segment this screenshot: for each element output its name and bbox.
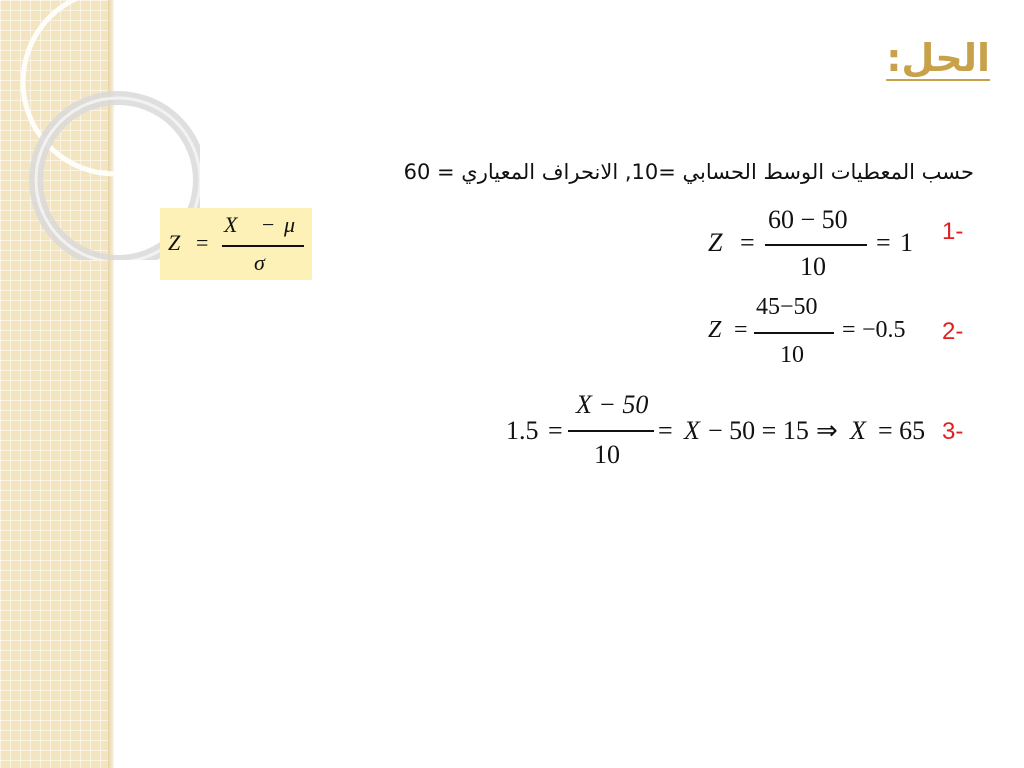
item-3-lhs: 1.5 <box>506 416 539 445</box>
item-2-denominator: 10 <box>780 342 804 368</box>
item-2-fraction-bar <box>754 332 834 334</box>
item-3-final-rest: = 65 <box>878 416 926 445</box>
item-1-numerator: 60 − 50 <box>768 205 848 234</box>
item-1-lhs: Z <box>708 228 723 257</box>
item-3-implies: ⇒ <box>816 416 838 445</box>
item-2-eq2: = <box>842 317 856 343</box>
formula-equals: = <box>196 230 209 255</box>
given-data-text: حسب المعطيات الوسط الحسابي =10, الانحراف المعياري = 60 <box>403 160 974 184</box>
item-3-eq2: = <box>658 416 673 445</box>
z-formula-box <box>160 208 312 280</box>
item-3-fraction-bar <box>568 430 654 432</box>
item-2-label: 2- <box>942 318 964 345</box>
item-3-numerator: X − 50 <box>576 390 649 419</box>
item-2-result: −0.5 <box>862 317 906 343</box>
item-1-label: 1- <box>942 218 964 245</box>
item-1-eq1: = <box>740 228 755 257</box>
item-2-eq1: = <box>734 317 748 343</box>
item-3-eq1: = <box>548 416 563 445</box>
item-1-eq2: = <box>876 228 891 257</box>
formula-numerator-minus: − <box>262 212 275 237</box>
formula-numerator-mu: μ <box>284 212 296 237</box>
item-2-lhs: Z <box>708 317 722 343</box>
formula-numerator-x: X <box>224 212 238 237</box>
slide-title: الحل: <box>886 36 990 80</box>
formula-lhs: Z <box>168 230 181 255</box>
item-1-denominator: 10 <box>800 252 826 281</box>
item-1-fraction-bar <box>765 244 867 246</box>
item-3-step1-var: X <box>684 416 700 445</box>
item-3-label: 3- <box>942 418 964 445</box>
item-3-final-var: X <box>850 416 866 445</box>
formula-denominator: σ <box>254 250 265 275</box>
item-1-result: 1 <box>900 228 913 257</box>
item-3-denominator: 10 <box>594 440 620 469</box>
item-3-step1-rest: − 50 = 15 <box>708 416 809 445</box>
item-2-numerator: 45−50 <box>756 294 818 320</box>
formula-fraction-bar <box>222 245 304 247</box>
